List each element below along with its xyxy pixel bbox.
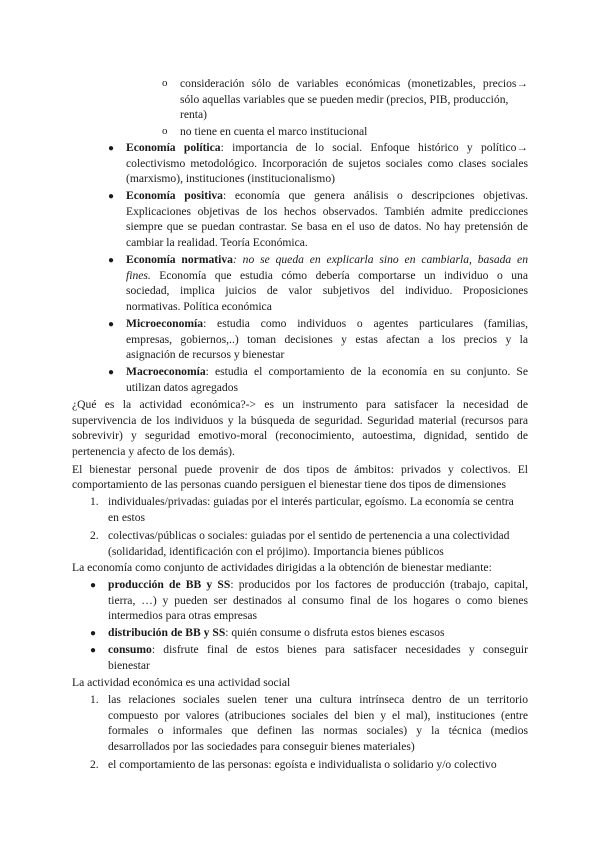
sub-bullet-marker: o bbox=[162, 77, 168, 89]
sub-bullet-text: no tiene en cuenta el marco institucional bbox=[180, 125, 368, 138]
paragraph-line: sobrevivir) y seguridad emotivo-moral (reconocimiento, autoestima, dignidad, sentido de bbox=[72, 429, 528, 442]
numbered-item-text: el comportamiento de las personas: egoísta e individualista o solidario y/o colectivo bbox=[108, 758, 497, 771]
sub-bullet-text: consideración sólo de variables económicas (monetizables, precios→ bbox=[180, 77, 528, 90]
term-label: Microeconomía bbox=[126, 317, 204, 330]
bullet-text: fines. Economía que estudia cómo debería comportarse un individuo o una bbox=[126, 269, 528, 282]
paragraph-line: El bienestar personal puede provenir de dos tipos de ámbitos: privados y colectivos. El bbox=[72, 463, 528, 476]
bullet-consumo: consumo: disfrute final de estos bienes para satisfacer necesidades y conseguir bbox=[108, 643, 528, 656]
bullet-economia-positiva: Economía positiva: economía que genera análisis o descripciones objetivas. bbox=[126, 189, 529, 202]
numbered-item-text: (solidaridad, identificación con el prójimo). Importancia bienes públicos bbox=[108, 545, 444, 558]
bullet-marker: ● bbox=[108, 143, 115, 154]
numbered-item-text: formales o informales que definen las normas sociales) y la técnica (medios bbox=[108, 724, 528, 737]
numbered-item-text: las relaciones sociales suelen tener una cultura intrínseca dentro de un territorio bbox=[108, 693, 528, 706]
bullet-text: Explicaciones objetivas de los hechos observados. También admite predicciones bbox=[126, 205, 528, 218]
list-number: 1. bbox=[90, 693, 99, 706]
bullet-text: intermedios para otras empresas bbox=[108, 609, 258, 622]
bullet-text: empresas, gobiernos,..) toman decisiones y estas afectan a los precios y la bbox=[126, 333, 528, 346]
term-label: Macroeconomía bbox=[126, 365, 206, 378]
bullet-marker: ● bbox=[108, 191, 115, 202]
bullet-text: asignación de recursos y bienestar bbox=[126, 348, 285, 361]
bullet-produccion: producción de BB y SS: producidos por los factores de producción (trabajo, capital, bbox=[108, 578, 528, 591]
bullet-marker: ● bbox=[90, 645, 97, 656]
numbered-item-text: desarrollados por las sociedades para conseguir bienes materiales) bbox=[108, 740, 415, 753]
bullet-text: utilizan datos agregados bbox=[126, 381, 239, 394]
bullet-economia-politica: Economía política: importancia de lo social. Enfoque histórico y político→ bbox=[126, 141, 528, 154]
sub-bullet-text: renta) bbox=[180, 108, 208, 121]
list-number: 2. bbox=[90, 529, 99, 542]
term-label: Economía positiva bbox=[126, 189, 223, 202]
bullet-text: siempre que se puedan contrastar. Se basa en el uso de datos. No hay pretensión de bbox=[126, 220, 528, 233]
paragraph-line: pertenencia y afecto de los demás). bbox=[72, 445, 235, 458]
bullet-text: sociedad, implica juicios de valor subjetivos del individuo. Proposiciones bbox=[126, 284, 528, 297]
paragraph-line: comportamiento de las personas cuando persiguen el bienestar tiene dos tipos de dimensiones bbox=[72, 478, 507, 491]
bullet-text: colectivismo metodológico. Incorporación de sujetos sociales como clases sociales bbox=[126, 157, 528, 170]
numbered-item-text: compuesto por valores (atribuciones sociales del bien y el mal), instituciones (entre bbox=[108, 709, 528, 722]
bullet-text: normativas. Política económica bbox=[126, 300, 272, 313]
bullet-macroeconomia: Macroeconomía: estudia el comportamiento de la economía en su conjunto. Se bbox=[126, 365, 528, 378]
term-label: Economía normativa bbox=[126, 253, 233, 266]
numbered-item-text: en estos bbox=[108, 511, 146, 524]
bullet-text: (marxismo), instituciones (institucionalismo) bbox=[126, 172, 335, 185]
bullet-marker: ● bbox=[108, 367, 115, 378]
bullet-distribucion: distribución de BB y SS: quién consume o disfruta estos bienes escasos bbox=[108, 626, 445, 639]
paragraph-line: supervivencia de los individuos y la búsqueda de seguridad. Seguridad material (recursos para bbox=[72, 414, 528, 427]
paragraph-line: La actividad económica es una actividad social bbox=[72, 676, 291, 689]
numbered-item-text: individuales/privadas: guiadas por el interés particular, egoísmo. La economía se centra bbox=[108, 495, 514, 508]
bullet-text: cambiar la realidad. Teoría Económica. bbox=[126, 236, 308, 249]
bullet-marker: ● bbox=[90, 580, 97, 591]
term-label: Economía política bbox=[126, 141, 221, 154]
list-number: 1. bbox=[90, 495, 99, 508]
term-label: producción de BB y SS bbox=[108, 578, 231, 591]
bullet-text: bienestar bbox=[108, 659, 150, 672]
bullet-economia-normativa: Economía normativa: no se queda en explicarla sino en cambiarla, basada en bbox=[126, 253, 529, 266]
bullet-marker: ● bbox=[108, 255, 115, 266]
sub-bullet-marker: o bbox=[162, 125, 168, 137]
bullet-marker: ● bbox=[108, 319, 115, 330]
list-number: 2. bbox=[90, 758, 99, 771]
sub-bullet-text: sólo aquellas variables que se pueden medir (precios, PIB, producción, bbox=[180, 93, 509, 106]
bullet-text: tierra, …) y pueden ser destinados al consumo final de los hogares o como bienes bbox=[108, 594, 528, 607]
bullet-marker: ● bbox=[90, 628, 97, 639]
numbered-item-text: colectivas/públicas o sociales: guiadas por el sentido de pertenencia a una colectividad bbox=[108, 529, 510, 542]
paragraph-line: ¿Qué es la actividad económica?-> es un instrumento para satisfacer la necesidad de bbox=[72, 398, 528, 411]
term-label: distribución de BB y SS bbox=[108, 626, 226, 639]
paragraph-line: La economía como conjunto de actividades dirigidas a la obtención de bienestar mediante: bbox=[72, 561, 492, 574]
bullet-microeconomia: Microeconomía: estudia como individuos o agentes particulares (familias, bbox=[126, 317, 528, 330]
term-label: consumo bbox=[108, 643, 152, 656]
